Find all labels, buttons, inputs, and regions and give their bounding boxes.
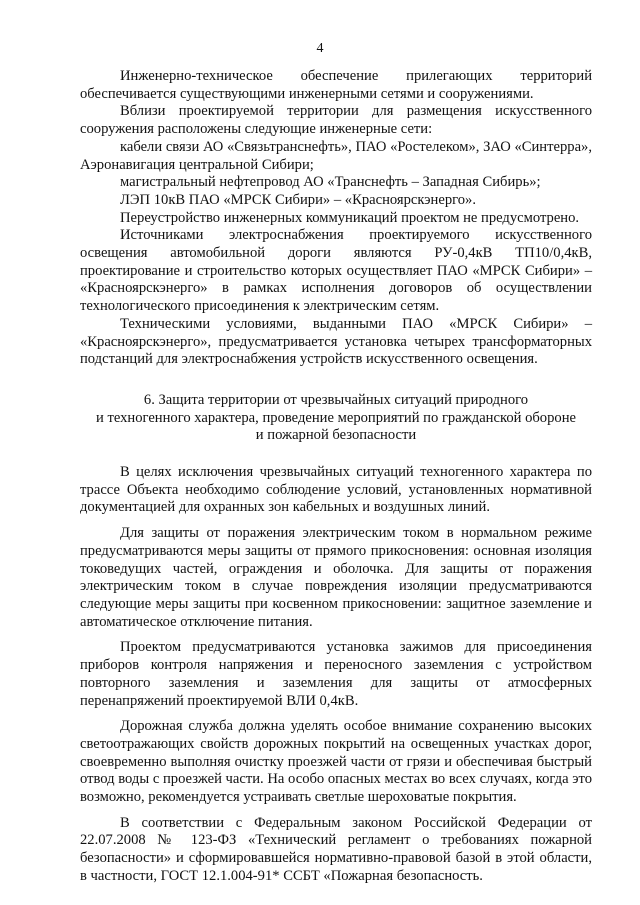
paragraph-fire-safety-law: В соответствии с Федеральным законом Российской Федерации от 22.07.2008 № 123-ФЗ «Технический регламент о требованиях пожарной безопасности» и сформировавшейся нормативно-правовой базой в этой области, в частности, ГОСТ 12.1.004-91* ССБТ «Пожарная безопасность. xyxy=(80,814,592,884)
paragraph-electric-shock-protection: Для защиты от поражения электрическим током в нормальном режиме предусматриваются меры защиты от прямого прикосновения: основная изоляция токоведущих частей, ограждения и оболочка. Для защиты от поражения электрическим током в случае повреждения изоляции предусматриваются следующие меры защиты при косвенном прикосновении: защитное заземление и автоматическое отключение питания. xyxy=(80,525,592,630)
paragraph-emergency-prevention: В целях исключения чрезвычайных ситуаций техногенного характера по трассе Объекта необходимо соблюдение условий, установленных нормативной документацией для охранных зон кабельных и воздушных линий. xyxy=(80,464,592,516)
paragraph-technical-conditions: Техническими условиями, выданными ПАО «МРСК Сибири» – «Красноярскэнерго», предусматривается установка четырех трансформаторных подстанций для электроснабжения устройств искусственного освещения. xyxy=(80,315,592,368)
paragraph-grounding-clamps: Проектом предусматриваются установка зажимов для присоединения приборов контроля напряжения и переносного заземления с устройством повторного заземления и заземления для защиты от атмосферных перенапряжений проектируемой ВЛИ 0,4кВ. xyxy=(80,639,592,709)
paragraph-power-sources: Источниками электроснабжения проектируемого искусственного освещения автомобильной дороги являются РУ-0,4кВ ТП10/0,4кВ, проектирование и строительство которых осуществляет ПАО «МРСК Сибири» – «Красноярскэнерго» в рамках исполнения договоров об осуществлении технологического присоединения к электрическим сетям. xyxy=(80,227,592,315)
document-body xyxy=(80,68,592,886)
page-number: 4 xyxy=(316,41,324,56)
section-heading-line-1: 6. Защита территории от чрезвычайных ситуаций природного xyxy=(143,391,529,408)
paragraph-nearby-networks: Вблизи проектируемой территории для размещения искусственного сооружения расположены следующие инженерные сети: xyxy=(80,103,592,138)
paragraph-no-relocation: Переустройство инженерных коммуникаций проектом не предусмотрено. xyxy=(120,209,580,226)
section-heading-line-2: и техногенного характера, проведение мероприятий по гражданской обороне xyxy=(96,409,576,426)
list-item-oil-pipeline: магистральный нефтепровод АО «Транснефть – Западная Сибирь»; xyxy=(120,174,541,191)
list-item-communication-cables: кабели связи АО «Связьтранснефть», ПАО «Ростелеком», ЗАО «Синтерра», Аэронавигация центральной Сибири; xyxy=(80,138,592,173)
section-heading-line-3: и пожарной безопасности xyxy=(255,427,417,444)
paragraph-engineering-support: Инженерно-техническое обеспечение прилегающих территорий обеспечивается существующими инженерными сетями и сооружениями. xyxy=(80,68,592,102)
list-item-power-line: ЛЭП 10кВ ПАО «МРСК Сибири» – «Красноярскэнерго». xyxy=(120,191,476,208)
paragraph-road-service: Дорожная служба должна уделять особое внимание сохранению высоких светоотражающих свойств дорожных покрытий на освещенных участках дорог, своевременно выполняя очистку проезжей части от грязи и обеспечивая быстрый отвод воды с проезжей части. На особо опасных местах во всех случаях, когда это возможно, рекомендуется устраивать светлые шероховатые покрытия. xyxy=(80,718,592,806)
section-heading xyxy=(80,392,592,445)
